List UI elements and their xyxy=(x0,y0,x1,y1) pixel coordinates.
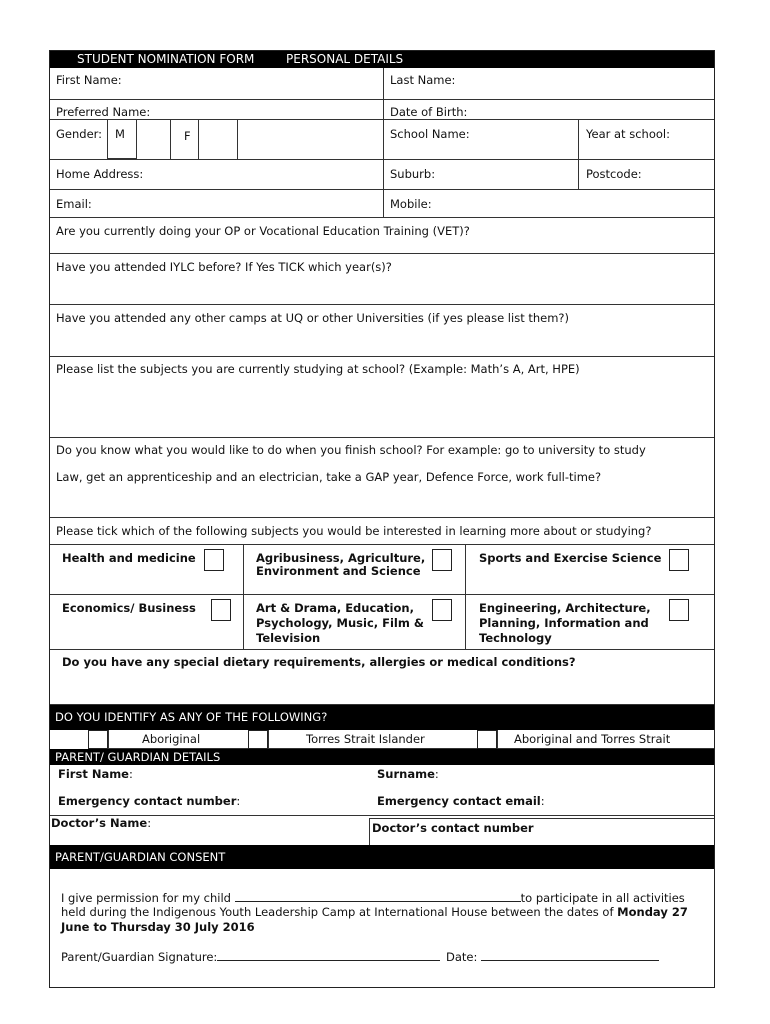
eng-label-line2: Planning, Information and xyxy=(479,616,649,630)
gender-f-label: F xyxy=(184,129,191,143)
email-label: Email: xyxy=(56,197,92,211)
section-title: PERSONAL DETAILS xyxy=(286,52,404,66)
preferred-row xyxy=(50,100,714,120)
interests-divider xyxy=(243,595,244,649)
arts-checkbox[interactable] xyxy=(432,599,452,621)
signature-field[interactable] xyxy=(217,949,440,961)
doctor-row xyxy=(50,815,714,845)
preferred-name-label: Preferred Name: xyxy=(56,105,151,119)
date-field[interactable] xyxy=(481,949,659,961)
identify-row xyxy=(50,730,714,749)
guardian-title: PARENT/ GUARDIAN DETAILS xyxy=(55,750,221,764)
torres-label: Torres Strait Islander xyxy=(306,732,425,746)
last-name-label: Last Name: xyxy=(390,73,456,87)
mobile-cell[interactable] xyxy=(383,190,714,217)
gender-label: Gender: xyxy=(56,127,103,141)
sports-label: Sports and Exercise Science xyxy=(479,551,662,565)
doctor-name[interactable] xyxy=(51,816,151,830)
home-address-label: Home Address: xyxy=(56,167,144,181)
interests-divider xyxy=(465,595,466,649)
nomination-form xyxy=(49,50,715,988)
guardian-header xyxy=(50,749,714,765)
eng-checkbox[interactable] xyxy=(669,599,689,621)
interests-row-2 xyxy=(50,595,714,650)
mobile-label: Mobile: xyxy=(390,197,432,211)
agri-checkbox[interactable] xyxy=(432,549,452,571)
date-of-birth-label: Date of Birth: xyxy=(390,105,468,119)
consent-text-b: to participate in all activities xyxy=(520,891,685,905)
gender-m-box[interactable] xyxy=(136,120,170,159)
consent-line-2 xyxy=(61,905,688,920)
guardian-surname[interactable] xyxy=(377,767,439,781)
iylc-question: Have you attended IYLC before? If Yes TICK which year(s)? xyxy=(56,260,392,274)
postcode-label: Postcode: xyxy=(586,167,642,181)
economics-label: Economics/ Business xyxy=(62,601,196,615)
gender-f-cell xyxy=(170,120,198,159)
aboriginal-label: Aboriginal xyxy=(142,732,201,746)
both-cell xyxy=(497,730,714,749)
signature-label: Parent/Guardian Signature: xyxy=(61,950,218,964)
torres-cell xyxy=(268,730,477,749)
sports-checkbox[interactable] xyxy=(669,549,689,571)
colon: : xyxy=(434,767,439,781)
gender-m-label: M xyxy=(115,127,125,141)
arts-label-line3: Television xyxy=(256,631,321,645)
consent-signature-line xyxy=(61,949,659,965)
gender-f-box[interactable] xyxy=(198,120,238,159)
interests-divider xyxy=(243,545,244,594)
address-row xyxy=(50,160,714,190)
colon: : xyxy=(128,767,133,781)
future-question-line1: Do you know what you would like to do when you finish school? For example: go to university to study xyxy=(56,443,646,457)
form-title: STUDENT NOMINATION FORM xyxy=(77,52,255,66)
school-name-cell[interactable] xyxy=(383,120,578,159)
colon: : xyxy=(236,794,241,808)
suburb-label: Suburb: xyxy=(390,167,436,181)
emergency-email-label: Emergency contact email xyxy=(377,794,541,808)
colon: : xyxy=(540,794,545,808)
name-row xyxy=(50,68,714,100)
health-label: Health and medicine xyxy=(62,551,196,565)
dietary-row[interactable] xyxy=(50,650,714,705)
consent-title: PARENT/GUARDIAN CONSENT xyxy=(55,850,226,864)
emergency-number-label: Emergency contact number xyxy=(58,794,237,808)
aboriginal-cell xyxy=(108,730,248,749)
last-name-cell[interactable] xyxy=(383,68,714,99)
health-checkbox[interactable] xyxy=(204,549,224,571)
postcode-cell[interactable] xyxy=(578,160,714,189)
eng-label-line1: Engineering, Architecture, xyxy=(479,601,651,615)
identify-title: DO YOU IDENTIFY AS ANY OF THE FOLLOWING? xyxy=(55,710,328,724)
form-header xyxy=(50,51,714,68)
doctor-contact-cell[interactable] xyxy=(369,818,714,845)
agri-label-line2: Environment and Science xyxy=(256,564,421,578)
guardian-first-name[interactable] xyxy=(58,767,133,781)
first-name-label: First Name: xyxy=(56,73,122,87)
consent-line-3: June to Thursday 30 July 2016 xyxy=(61,920,255,934)
future-row[interactable] xyxy=(50,438,714,518)
emergency-email[interactable] xyxy=(377,794,545,808)
eng-label-line3: Technology xyxy=(479,631,552,645)
emergency-number[interactable] xyxy=(58,794,240,808)
op-vet-question: Are you currently doing your OP or Vocational Education Training (VET)? xyxy=(56,224,470,238)
subjects-row[interactable] xyxy=(50,357,714,438)
camps-question: Have you attended any other camps at UQ or other Universities (if yes please list them?) xyxy=(56,311,570,325)
email-row xyxy=(50,190,714,218)
iylc-row[interactable] xyxy=(50,254,714,305)
guardian-first-name-label: First Name xyxy=(58,767,129,781)
aboriginal-checkbox[interactable] xyxy=(88,730,108,749)
child-name-field[interactable] xyxy=(235,890,521,902)
tick-subjects-row xyxy=(50,518,714,545)
colon: : xyxy=(147,816,152,830)
consent-date-start: Monday 27 xyxy=(617,905,688,919)
gender-m-cell xyxy=(107,120,136,159)
interests-divider xyxy=(465,545,466,594)
doctor-name-label: Doctor’s Name xyxy=(51,816,148,830)
guardian-surname-label: Surname xyxy=(377,767,435,781)
dietary-question: Do you have any special dietary requirements, allergies or medical conditions? xyxy=(62,655,576,669)
economics-checkbox[interactable] xyxy=(211,599,231,621)
year-at-school-label: Year at school: xyxy=(586,127,670,141)
consent-header xyxy=(50,845,714,869)
guardian-name-row xyxy=(50,765,714,789)
future-question-line2: Law, get an apprenticeship and an electrician, take a GAP year, Defence Force, work full-time? xyxy=(56,470,602,484)
date-label: Date: xyxy=(445,950,478,964)
interests-row-1 xyxy=(50,545,714,595)
tick-subjects-question: Please tick which of the following subjects you would be interested in learning more about or studying? xyxy=(56,524,652,538)
year-cell[interactable] xyxy=(578,120,714,159)
gender-row xyxy=(50,120,714,160)
subjects-question: Please list the subjects you are currently studying at school? (Example: Math’s A, Art, HPE) xyxy=(56,362,580,376)
emergency-row xyxy=(50,789,714,815)
identify-header xyxy=(50,705,714,730)
consent-text-c: held during the Indigenous Youth Leadership Camp at International House between the dates of xyxy=(61,905,614,919)
both-checkbox[interactable] xyxy=(477,730,497,749)
arts-label-line1: Art & Drama, Education, xyxy=(256,601,414,615)
consent-body xyxy=(50,869,714,987)
agri-label-line1: Agribusiness, Agriculture, xyxy=(256,551,426,565)
consent-line-1 xyxy=(61,890,685,906)
arts-label-line2: Psychology, Music, Film & xyxy=(256,616,424,630)
op-vet-row[interactable] xyxy=(50,218,714,254)
consent-text-a: I give permission for my child xyxy=(61,891,231,905)
camps-row[interactable] xyxy=(50,305,714,357)
suburb-cell[interactable] xyxy=(383,160,578,189)
doctor-contact-label: Doctor’s contact number xyxy=(372,821,534,835)
torres-checkbox[interactable] xyxy=(248,730,268,749)
both-label: Aboriginal and Torres Strait xyxy=(514,732,671,746)
dob-cell[interactable] xyxy=(383,100,714,119)
school-name-label: School Name: xyxy=(390,127,470,141)
